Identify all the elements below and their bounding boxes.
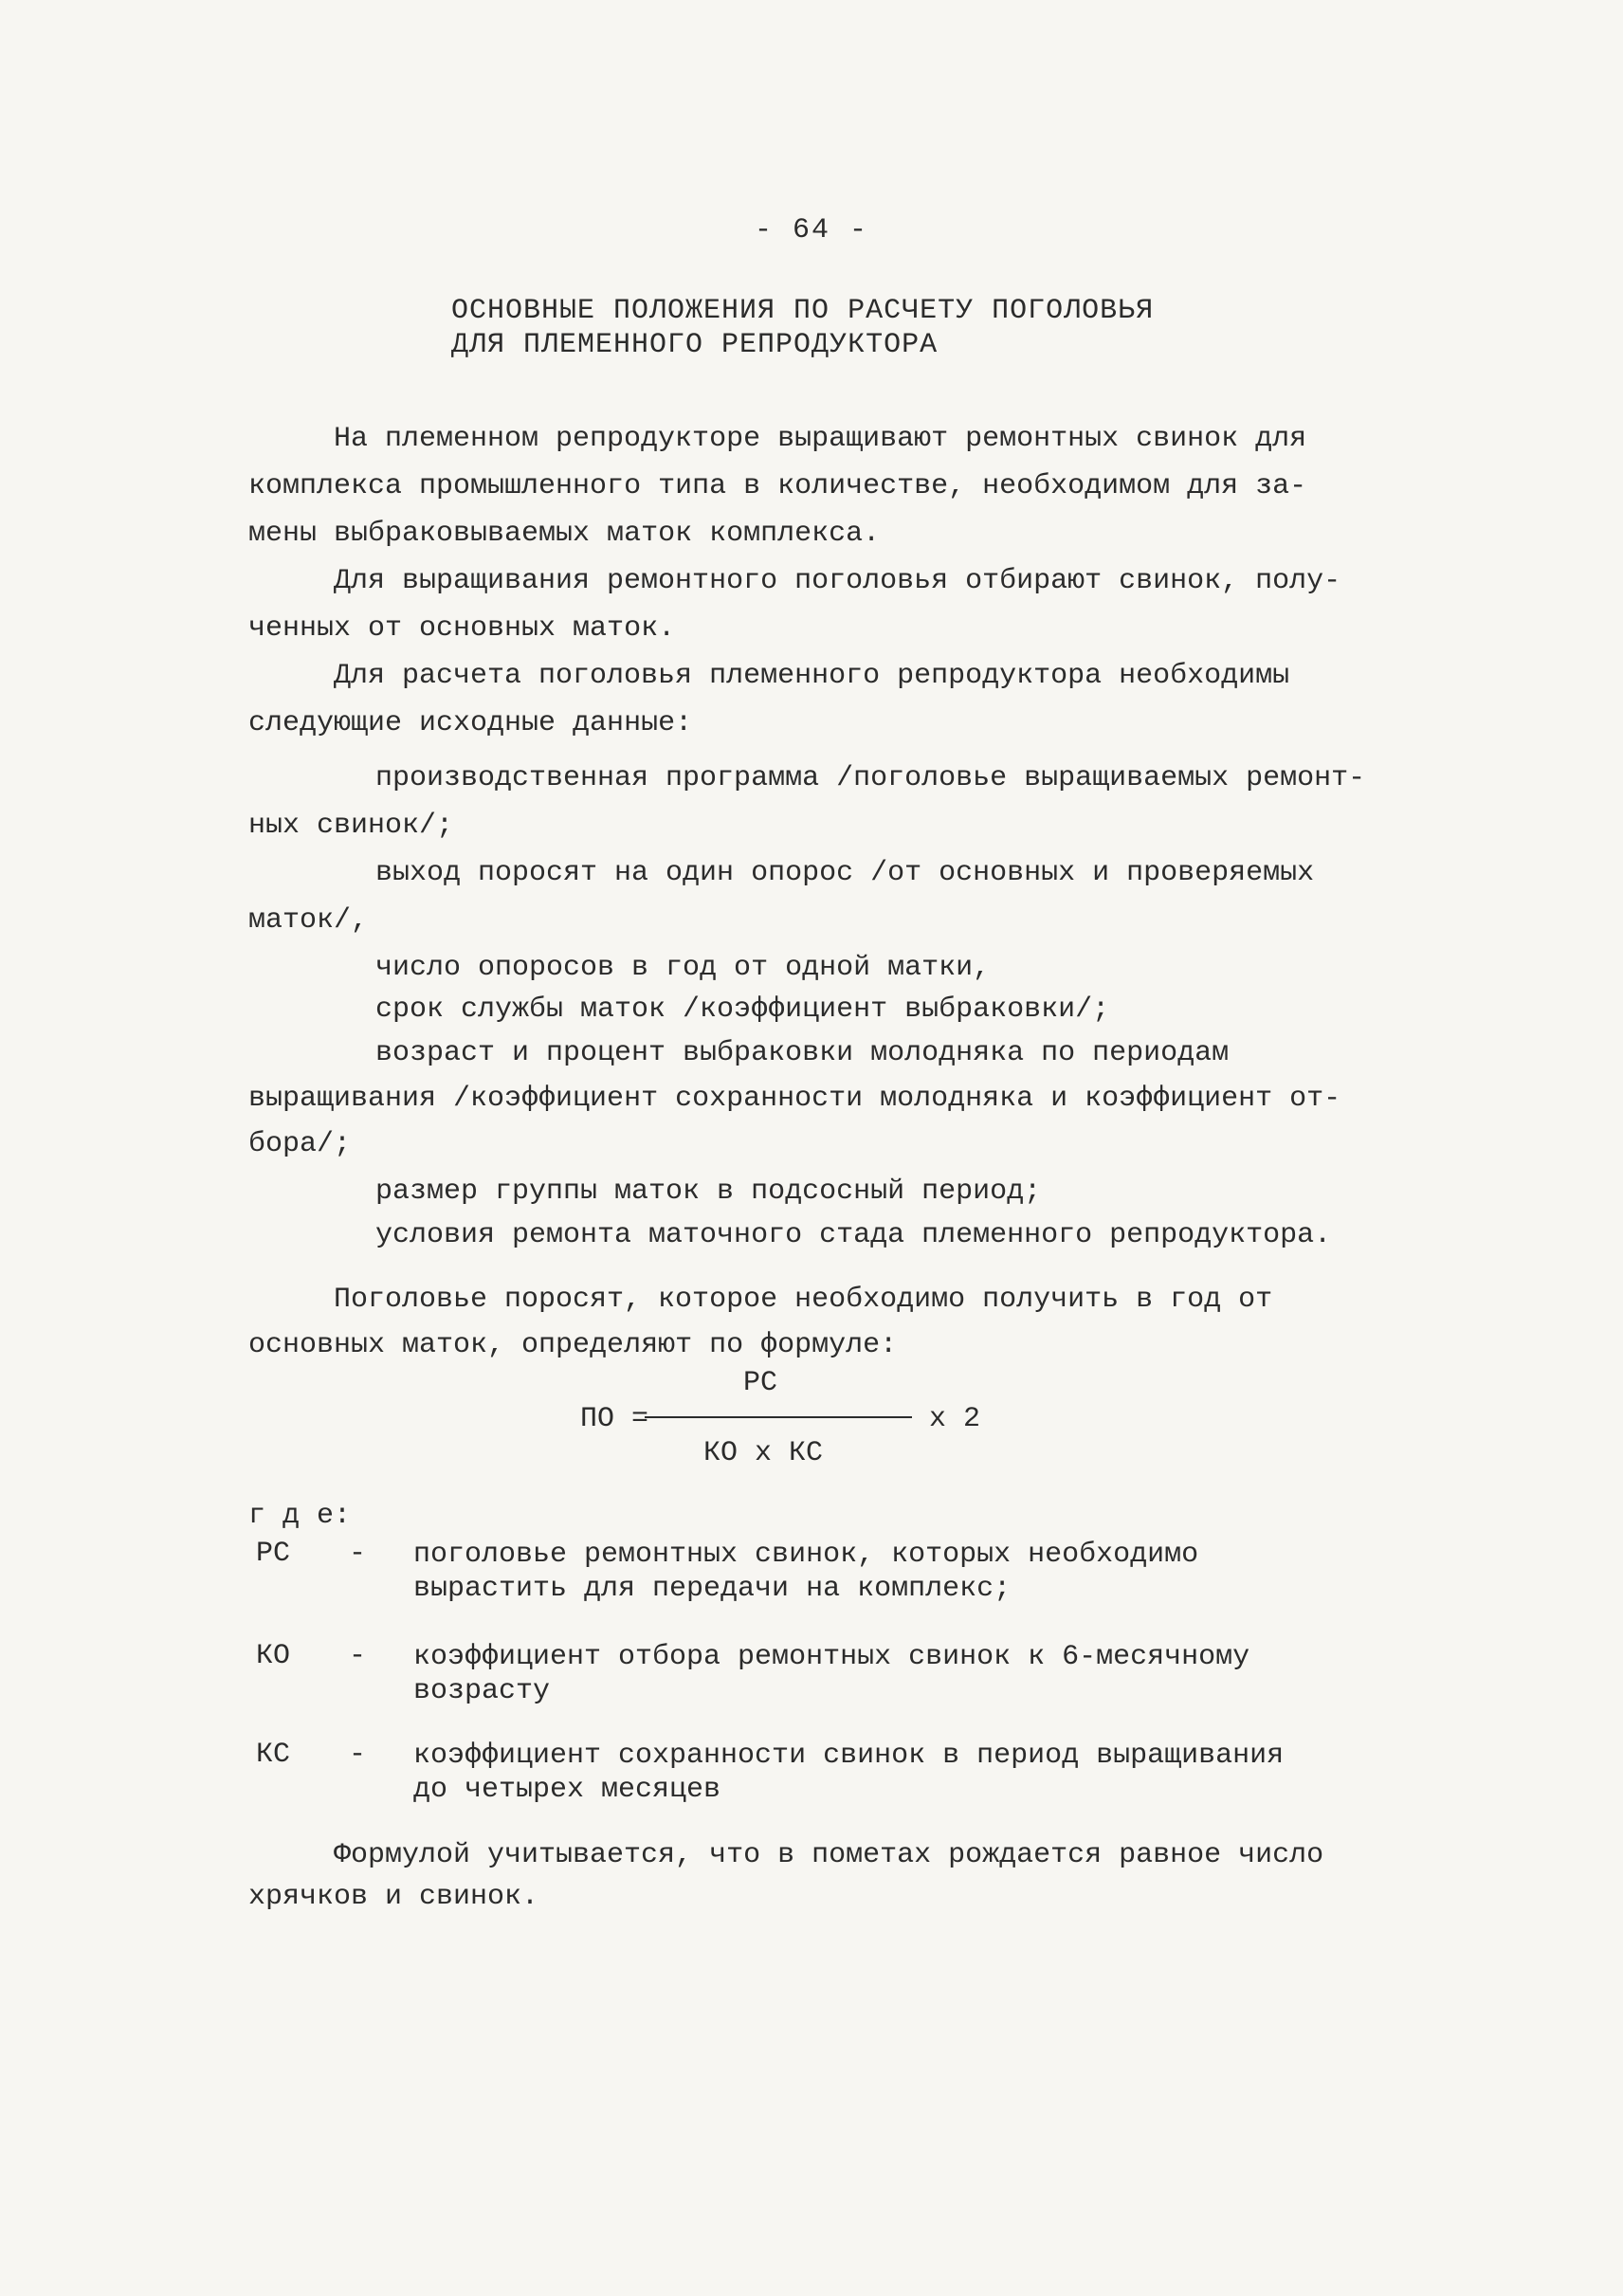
- definition-text: возрасту: [413, 1675, 551, 1707]
- paragraph-line: следующие исходные данные:: [248, 707, 693, 739]
- definition-text: коэффициент сохранности свинок в период выращивания: [413, 1740, 1285, 1772]
- title-line: ДЛЯ ПЛЕМЕННОГО РЕПРОДУКТОРА: [451, 329, 939, 361]
- definition-text: до четырех месяцев: [413, 1774, 721, 1806]
- paragraph-line: хрячков и свинок.: [248, 1881, 539, 1913]
- title-line: ОСНОВНЫЕ ПОЛОЖЕНИЯ ПО РАСЧЕТУ ПОГОЛОВЬЯ: [451, 295, 1155, 327]
- list-item-line: возраст и процент выбраковки молодняка по периодам: [375, 1037, 1230, 1069]
- formula-denominator: КО х КС: [703, 1437, 824, 1469]
- formula-numerator: РС: [743, 1367, 778, 1399]
- definition-dash: -: [349, 1739, 367, 1771]
- paragraph-line: Для выращивания ремонтного поголовья отбирают свинок, полу-: [334, 565, 1341, 597]
- definition-abbr: КО: [256, 1640, 291, 1672]
- definition-text: поголовье ремонтных свинок, которых необходимо: [413, 1539, 1199, 1571]
- list-item-line: выращивания /коэффициент сохранности молодняка и коэффициент от-: [248, 1083, 1341, 1115]
- list-item-line: число опоросов в год от одной матки,: [375, 952, 991, 984]
- paragraph-line: основных маток, определяют по формуле:: [248, 1329, 898, 1361]
- list-item-line: маток/,: [248, 904, 369, 937]
- paragraph-line: комплекса промышленного типа в количестве, необходимом для за-: [248, 470, 1307, 502]
- where-label: г д е:: [248, 1500, 352, 1532]
- paragraph-line: Формулой учитывается, что в пометах рождается равное число: [334, 1839, 1324, 1871]
- definition-text: вырастить для передачи на комплекс;: [413, 1573, 1012, 1605]
- definition-abbr: РС: [256, 1538, 291, 1570]
- paragraph-line: Поголовье поросят, которое необходимо получить в год от: [334, 1284, 1273, 1316]
- formula-lhs: ПО =: [580, 1403, 649, 1435]
- list-item-line: выход поросят на один опорос /от основных и проверяемых: [375, 857, 1315, 889]
- list-item-line: размер группы маток в подсосный период;: [375, 1175, 1042, 1208]
- definition-abbr: КС: [256, 1739, 291, 1771]
- page-number: - 64 -: [754, 214, 869, 246]
- list-item-line: условия ремонта маточного стада племенного репродуктора.: [375, 1219, 1332, 1251]
- paragraph-line: ченных от основных маток.: [248, 612, 676, 645]
- definition-text: коэффициент отбора ремонтных свинок к 6-месячному: [413, 1641, 1250, 1673]
- definition-dash: -: [349, 1640, 367, 1672]
- list-item-line: ных свинок/;: [248, 810, 454, 842]
- list-item-line: бора/;: [248, 1128, 352, 1160]
- fraction-bar: [645, 1416, 912, 1418]
- section-title: [451, 294, 1154, 362]
- list-item-line: производственная программа /поголовье выращиваемых ремонт-: [375, 762, 1366, 794]
- paragraph-line: мены выбраковываемых маток комплекса.: [248, 518, 881, 550]
- list-item-line: срок службы маток /коэффициент выбраковки/;: [375, 993, 1110, 1026]
- paragraph-line: На племенном репродукторе выращивают ремонтных свинок для: [334, 423, 1307, 455]
- formula-multiplier: х 2: [929, 1403, 981, 1435]
- definition-dash: -: [349, 1538, 367, 1570]
- paragraph-line: Для расчета поголовья племенного репродуктора необходимы: [334, 660, 1290, 692]
